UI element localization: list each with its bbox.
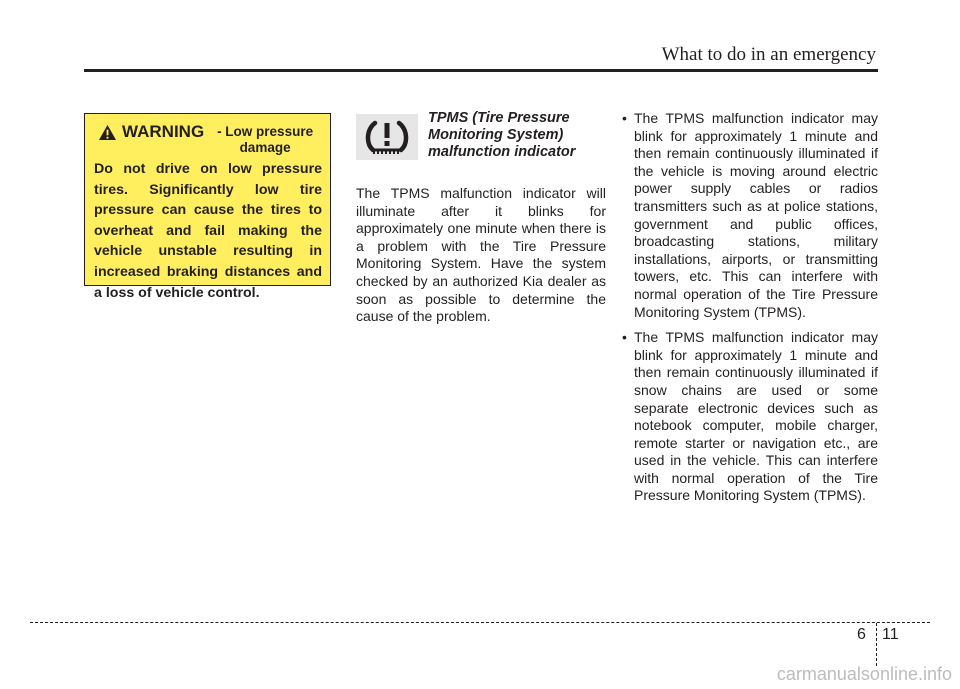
page-header-title: What to do in an emergency <box>661 44 876 65</box>
header-rule <box>84 69 878 72</box>
bullet-mark: • <box>622 110 627 126</box>
tpms-indicator-icon-box <box>356 114 418 160</box>
warning-triangle-icon <box>98 124 117 141</box>
warning-topic: - Low pressure damage <box>217 124 314 155</box>
warning-label: WARNING <box>122 122 205 141</box>
bullet-text: The TPMS malfunction indicator may blink for approximately 1 minute and then remain continuously illuminated if the vehicle is moving around electric power supply cables or radios transmitters such as at police stations, government and public offices, broadcasting stations, military installations, airports, or transmitting towers, etc. This can interfere with normal operation of the Tire Pressure Monitoring System (TPMS). <box>634 110 878 320</box>
bullet-mark: • <box>622 329 627 346</box>
tpms-tire-exclamation-icon <box>362 117 412 157</box>
section-number: 6 <box>857 626 866 643</box>
page-number: 11 <box>882 626 899 643</box>
warning-header <box>94 122 322 156</box>
tpms-indicator-title: TPMS (Tire Pressure Monitoring System) malfunction indicator <box>428 110 576 160</box>
bullet-list <box>620 110 878 513</box>
watermark-link[interactable]: carmanualsonline.info <box>776 664 952 684</box>
list-item <box>620 110 878 321</box>
footer-rule <box>30 622 930 623</box>
page-number-divider <box>876 623 877 666</box>
warning-box <box>84 113 331 301</box>
list-item <box>620 329 878 505</box>
bullet-text: The TPMS malfunction indicator may blink for approximately 1 minute and then remain continuously illuminated if snow chains are used or some separate electronic devices such as notebook computer, mobile charger, remote starter or navigation etc., are used in the vehicle. This can interfere with normal operation of the Tire Pressure Monitoring System (TPMS). <box>634 329 878 504</box>
warning-body: Do not drive on low pressure tires. Significantly low tire pressure can cause the tires to overheat and fail making the vehicle unstable resulting in increased braking distances and a loss of vehicle control. <box>94 161 322 301</box>
tpms-indicator-description: The TPMS malfunction indicator will illuminate after it blinks for approximately one minute when there is a problem with the Tire Pressure Monitoring System. Have the system checked by an authorized Kia dealer as soon as possible to determine the cause of the problem. <box>356 185 606 325</box>
